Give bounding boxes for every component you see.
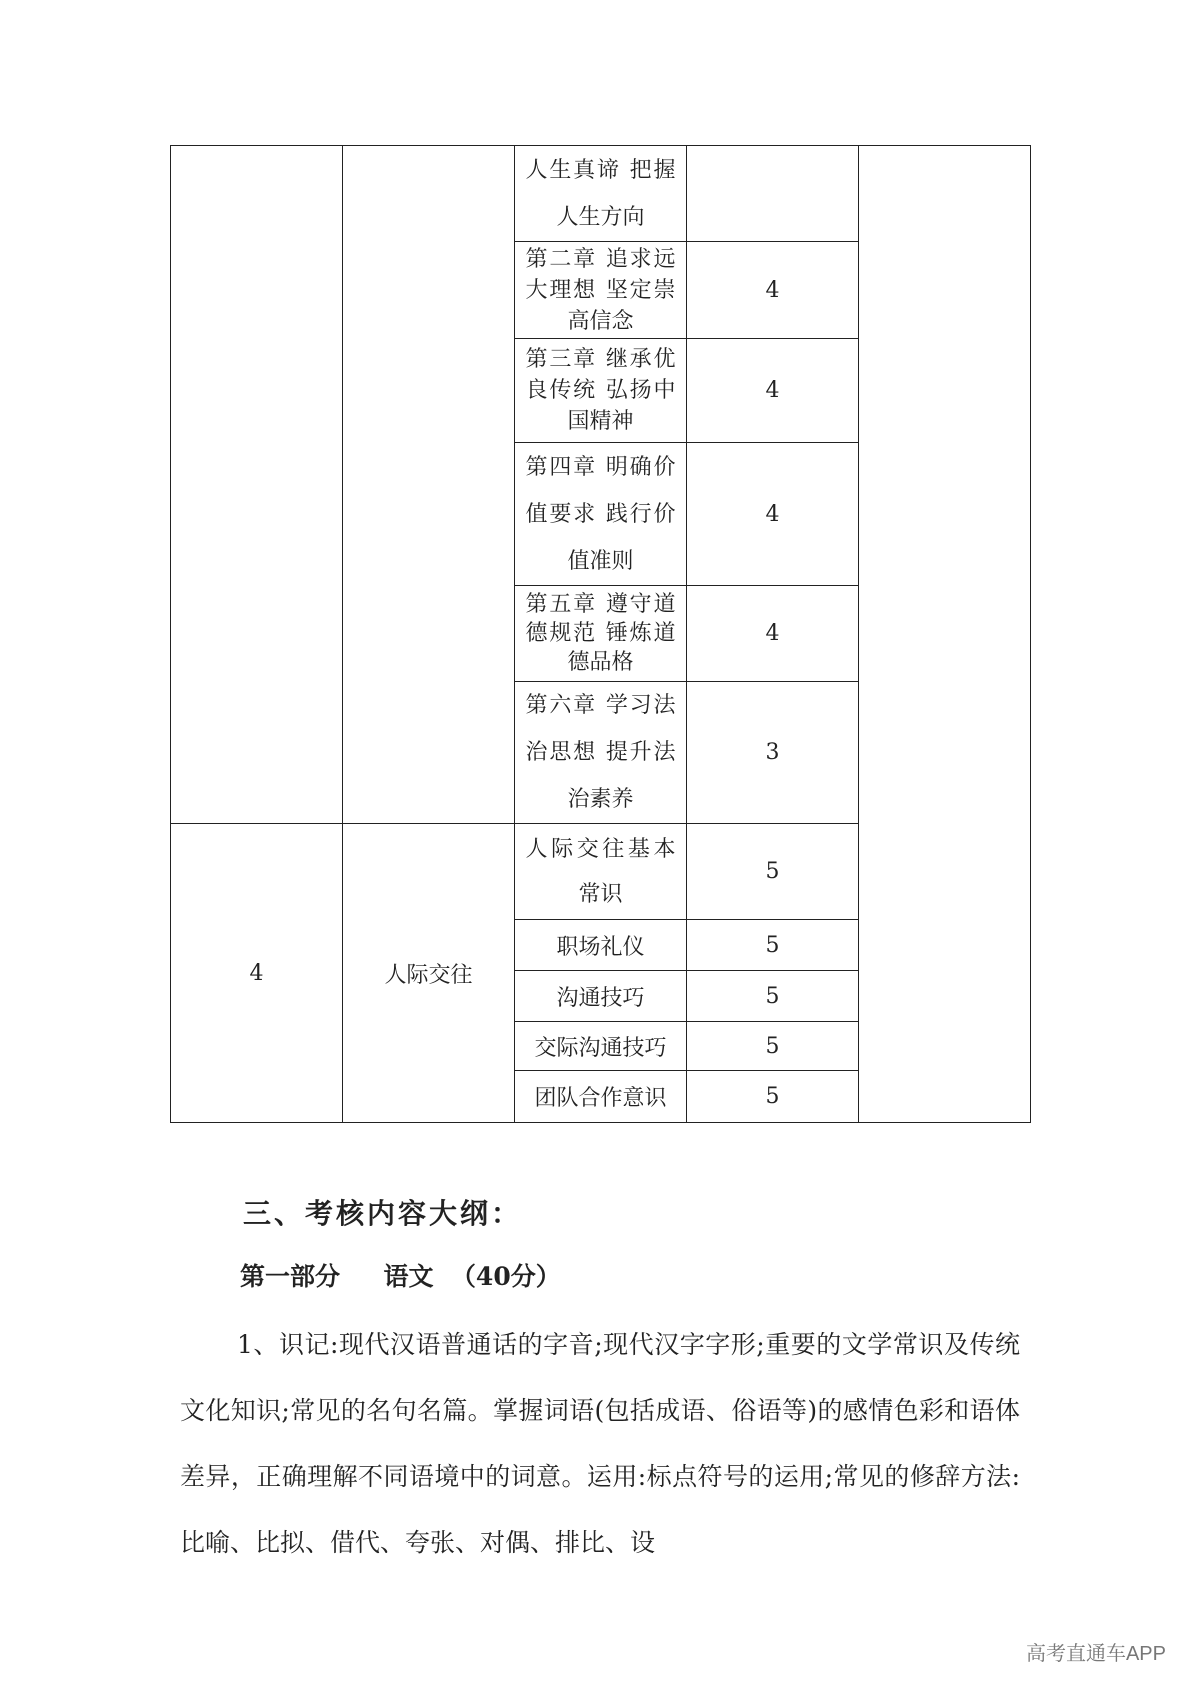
table-row	[171, 146, 1031, 242]
topic-cell: 沟通技巧	[515, 971, 687, 1022]
topic-cell: 第四章 明确价值要求 践行价值准则	[515, 443, 687, 586]
topic-cell: 交际沟通技巧	[515, 1022, 687, 1071]
hours-cell: 4	[687, 586, 859, 682]
hours-cell: 5	[687, 1071, 859, 1123]
module-cell	[343, 146, 515, 824]
syllabus-table	[170, 145, 1031, 1123]
watermark: 高考直通车APP	[1025, 1643, 1166, 1665]
remarks-cell	[859, 146, 1031, 1123]
topic-cell: 第五章 遵守道德规范 锤炼道德品格	[515, 586, 687, 682]
number-cell: 4	[171, 824, 343, 1123]
section-heading: 三、考核内容大纲：	[243, 1197, 523, 1230]
topic-cell: 人际交往基本常识	[515, 824, 687, 920]
topic-cell: 职场礼仪	[515, 920, 687, 971]
topic-cell: 人生真谛 把握人生方向	[515, 146, 687, 242]
topic-cell: 第三章 继承优良传统 弘扬中国精神	[515, 339, 687, 443]
number-cell	[171, 146, 343, 824]
hours-cell: 4	[687, 242, 859, 339]
hours-cell: 4	[687, 339, 859, 443]
body-paragraph: 1、识记:现代汉语普通话的字音;现代汉字字形;重要的文学常识及传统文化知识;常见的名句名篇。掌握词语(包括成语、俗语等)的感情色彩和语体差异，正确理解不同语境中的词意。运用:标点符号的运用;常见的修辞方法:比喻、比拟、借代、夸张、对偶、排比、设	[180, 1330, 1020, 1557]
hours-cell	[687, 146, 859, 242]
hours-cell: 5	[687, 971, 859, 1022]
topic-cell: 团队合作意识	[515, 1071, 687, 1123]
module-cell: 人际交往	[343, 824, 515, 1123]
hours-cell: 3	[687, 682, 859, 824]
topic-cell: 第六章 学习法治思想 提升法治素养	[515, 682, 687, 824]
hours-cell: 5	[687, 920, 859, 971]
topic-cell: 第二章 追求远大理想 坚定崇高信念	[515, 242, 687, 339]
hours-cell: 4	[687, 443, 859, 586]
part-heading: 第一部分 语文 （40分）	[240, 1262, 561, 1291]
hours-cell: 5	[687, 824, 859, 920]
hours-cell: 5	[687, 1022, 859, 1071]
